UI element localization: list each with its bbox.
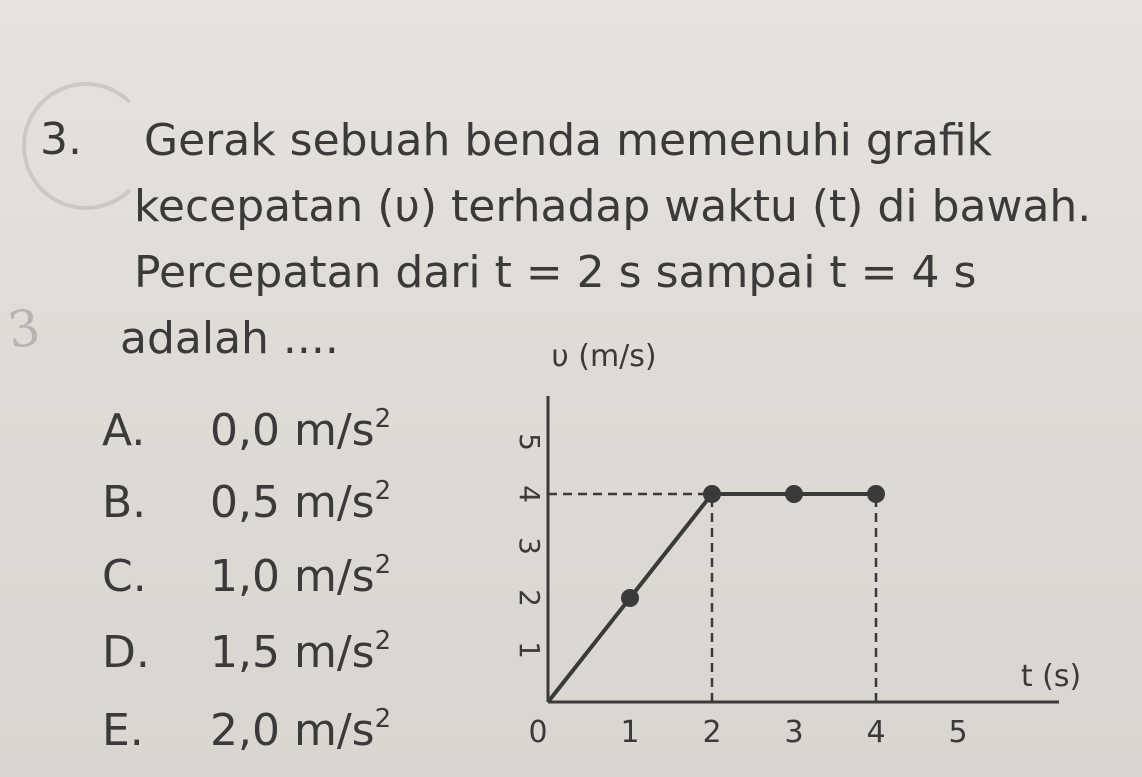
option-a-value: 0,0 m/s [210, 405, 375, 456]
data-point-3 [867, 485, 885, 503]
option-c-value: 1,0 m/s [210, 551, 375, 602]
option-d-exponent: 2 [374, 626, 392, 656]
option-d-letter: D. [102, 627, 150, 678]
question-line-2: kecepatan (υ) terhadap waktu (t) di bawah. [134, 181, 1092, 232]
option-b-exponent: 2 [374, 476, 392, 506]
x-axis-label: t (s) [1020, 659, 1082, 694]
option-e-exponent: 2 [374, 704, 392, 734]
x-tick-label-3: 3 [784, 715, 804, 750]
option-c-exponent: 2 [374, 550, 392, 580]
y-tick-label-4: 5 [513, 433, 546, 451]
data-point-1 [703, 485, 721, 503]
data-point-2 [785, 485, 803, 503]
option-b-letter: B. [102, 477, 147, 528]
x-tick-label-4: 4 [866, 715, 886, 750]
x-tick-label-0: 0 [528, 715, 548, 750]
question-line-4: adalah .... [120, 313, 339, 364]
option-a-letter: A. [102, 405, 146, 456]
data-point-0 [621, 589, 639, 607]
y-tick-label-1: 2 [513, 589, 546, 607]
x-tick-label-1: 1 [620, 715, 640, 750]
option-a-exponent: 2 [374, 404, 392, 434]
option-e-value: 2,0 m/s [210, 705, 375, 756]
question-number: 3. [40, 114, 82, 165]
option-c-letter: C. [102, 551, 147, 602]
y-tick-label-2: 3 [513, 537, 546, 555]
x-tick-label-2: 2 [702, 715, 722, 750]
option-b-value: 0,5 m/s [210, 477, 375, 528]
option-d-value: 1,5 m/s [210, 627, 375, 678]
y-tick-label-3: 4 [513, 485, 546, 503]
question-line-3: Percepatan dari t = 2 s sampai t = 4 s [134, 247, 977, 298]
option-e-letter: E. [102, 705, 144, 756]
y-axis-label: υ (m/s) [551, 339, 657, 374]
y-tick-label-0: 1 [513, 641, 546, 659]
question-line-1: Gerak sebuah benda memenuhi grafik [144, 115, 993, 166]
x-tick-label-5: 5 [948, 715, 968, 750]
margin-pencil-mark: 3 [4, 298, 44, 360]
